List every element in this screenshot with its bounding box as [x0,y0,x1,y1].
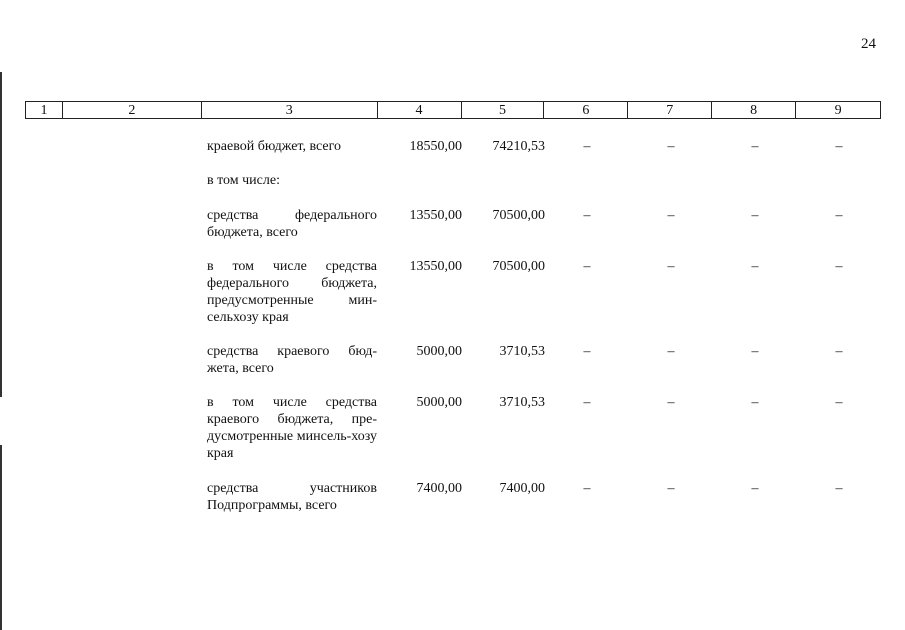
row-value-col7: – [667,259,675,274]
column-header-5: 5 [462,102,545,118]
row-value-col9: – [835,481,843,496]
row-value-col8: – [751,344,759,359]
row-value-col7: – [667,139,675,154]
row-value-col4: 5000,00 [416,395,462,410]
row-value-col4: 18550,00 [409,139,462,154]
scan-edge-mark [0,445,2,630]
column-header-2: 2 [63,102,202,118]
row-value-col4: 7400,00 [416,481,462,496]
row-value-col5: 3710,53 [499,395,545,410]
row-value-col7: – [667,481,675,496]
row-value-col6: – [583,344,591,359]
column-header-3: 3 [202,102,378,118]
row-value-col7: – [667,208,675,223]
row-value-col4: 5000,00 [416,344,462,359]
row-value-col5: 3710,53 [499,344,545,359]
column-header-8: 8 [712,102,796,118]
table-header [25,101,881,119]
row-value-col7: – [667,344,675,359]
row-name: средства федерального бюджета, всего [207,208,377,240]
row-value-col9: – [835,344,843,359]
row-value-col8: – [751,259,759,274]
row-name: краевой бюджет, всего [207,139,342,154]
row-value-col5: 70500,00 [492,208,545,223]
row-value-col6: – [583,208,591,223]
row-value-col9: – [835,208,843,223]
row-value-col9: – [835,259,843,274]
row-name: средства краевого бюд-жета, всего [207,344,377,376]
row-value-col9: – [835,395,843,410]
row-value-col5: 74210,53 [492,139,545,154]
page-number: 24 [861,36,876,52]
row-value-col8: – [751,139,759,154]
row-name: в том числе средства краевого бюджета, пре-дусмотренные минсель-хозу края [207,395,377,461]
row-value-col6: – [583,139,591,154]
row-value-col4: 13550,00 [409,208,462,223]
row-value-col5: 7400,00 [499,481,545,496]
row-value-col7: – [667,395,675,410]
column-header-4: 4 [378,102,462,118]
row-value-col6: – [583,259,591,274]
row-value-col4: 13550,00 [409,259,462,274]
row-value-col8: – [751,208,759,223]
column-header-1: 1 [26,102,63,118]
column-header-6: 6 [544,102,628,118]
column-header-7: 7 [628,102,712,118]
row-value-col8: – [751,481,759,496]
row-name: в том числе средства федерального бюджета, предусмотренные мин-сельхозу края [207,259,377,325]
row-value-col6: – [583,395,591,410]
column-header-9: 9 [834,103,842,118]
row-value-col5: 70500,00 [492,259,545,274]
row-name: средства участников Подпрограммы, всего [207,481,377,513]
scan-edge-mark [0,72,2,397]
row-value-col8: – [751,395,759,410]
row-value-col9: – [835,139,843,154]
row-name: в том числе: [207,173,280,188]
row-value-col6: – [583,481,591,496]
